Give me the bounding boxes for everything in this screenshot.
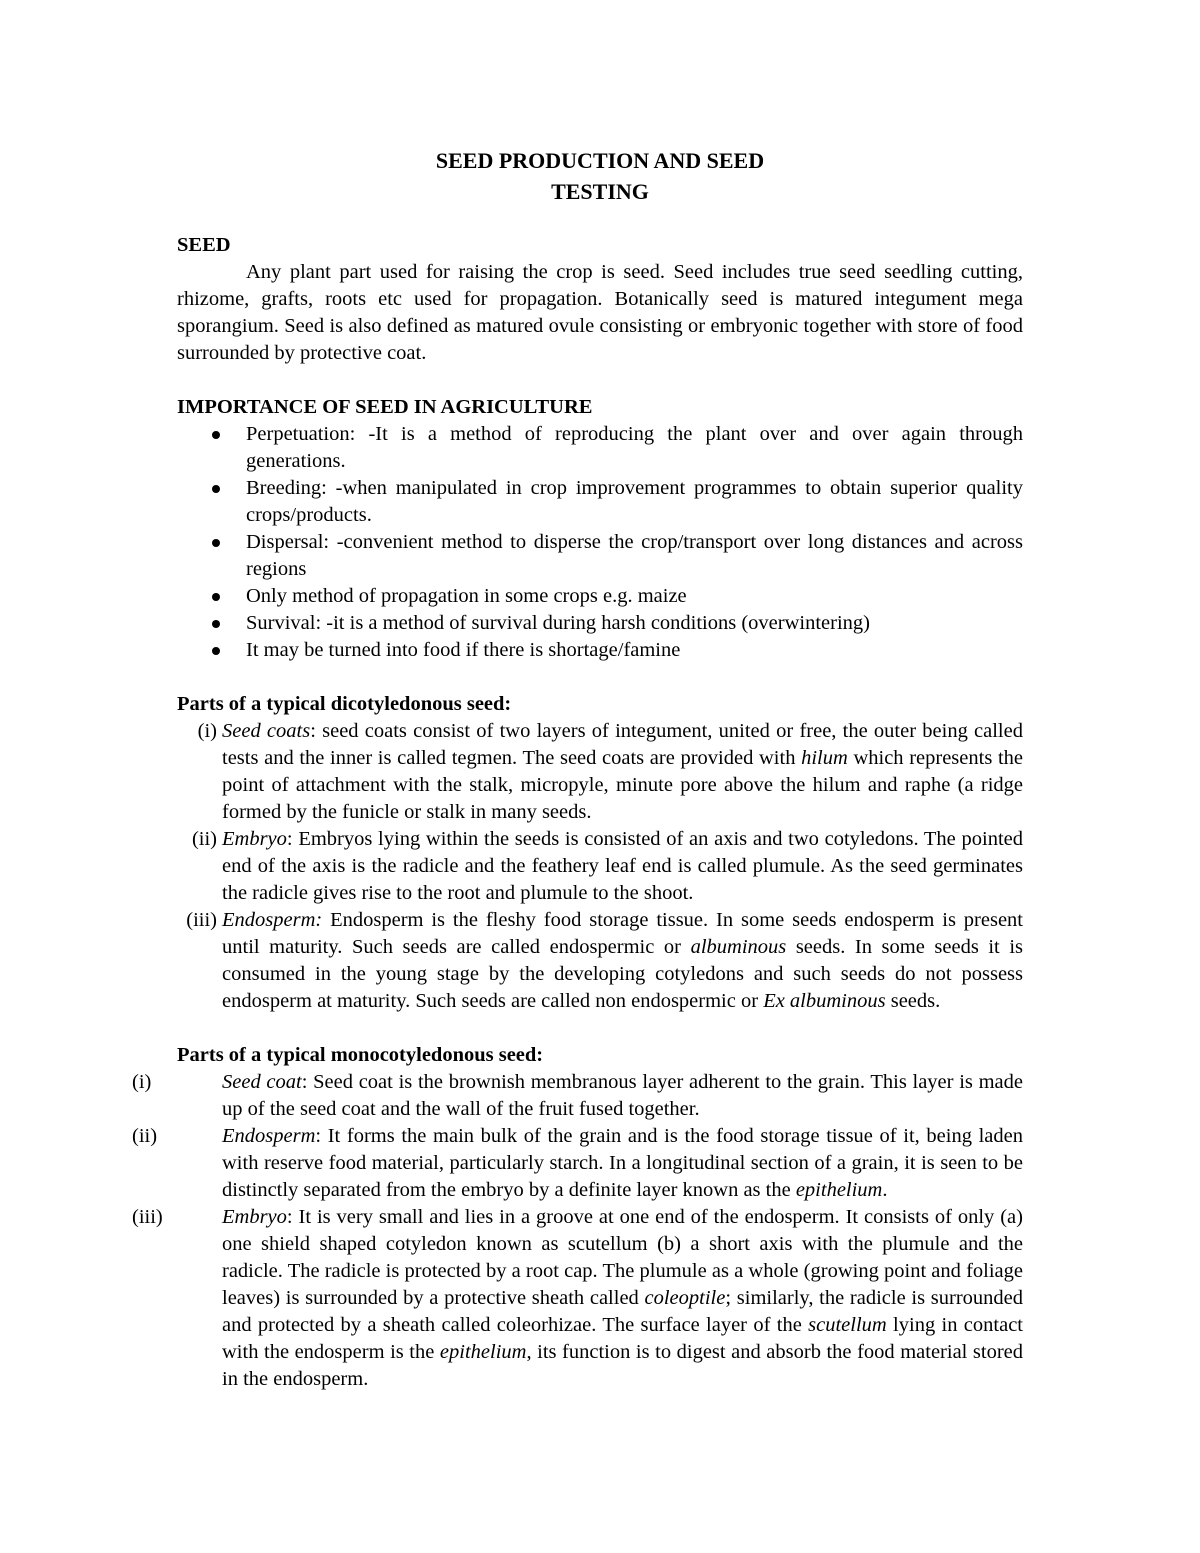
list-item: (iii) Embryo: It is very small and lies in a groove at one end of the endosperm. It consists of only (a) one shield shaped cotyledon known as scutellum (b) a short axis with the plumule and the radicle. The radicle is protected by a root cap. The plumule as a whole (growing point and foliage leaves) is surrounded by a protective sheath called coleoptile; similarly, the radicle is surrounded and protected by a sheath called coleorhizae. The surface layer of the scutellum lying in contact with the endosperm is the epithelium, its function is to digest and absorb the food material stored in the endosperm. [132, 1206, 1024, 1390]
dicot-list [177, 718, 1023, 1015]
bullet-icon [212, 431, 220, 439]
bullet-icon [212, 593, 220, 601]
item-term: Embryo [222, 828, 287, 850]
bullet-icon [212, 647, 220, 655]
dicot-heading: Parts of a typical dicotyledonous seed: [177, 693, 512, 715]
bullet-icon [212, 539, 220, 547]
item-number: (ii) [132, 1125, 158, 1147]
list-item: It may be turned into food if there is shortage/famine [177, 637, 1023, 664]
importance-list [177, 421, 1023, 664]
document-title [0, 145, 1200, 207]
item-term: Seed coats [222, 720, 311, 742]
seed-paragraph: Any plant part used for raising the crop is seed. Seed includes true seed seedling cutting, rhizome, grafts, roots etc used for propagation. Botanically seed is matured integument mega sporangium. Seed is also defined as matured ovule consisting or embryonic together with store of food surrounded by protective coat. [177, 261, 1023, 364]
importance-heading: IMPORTANCE OF SEED IN AGRICULTURE [177, 396, 593, 418]
list-item: (ii) Endosperm: It forms the main bulk of the grain and is the food storage tissue of it, being laden with reserve food material, particularly starch. In a longitudinal section of a grain, it is seen to be distinctly separated from the embryo by a definite layer known as the epithelium. [132, 1125, 1023, 1201]
bullet-icon [212, 620, 220, 628]
monocot-heading: Parts of a typical monocotyledonous seed: [177, 1044, 544, 1066]
item-number: (ii) [191, 828, 217, 850]
title-line-1: SEED PRODUCTION AND SEED [435, 148, 765, 173]
item-term: Embryo [222, 1206, 287, 1228]
item-number: (i) [132, 1071, 152, 1093]
item-number: (iii) [132, 1206, 163, 1228]
item-number: (iii) [186, 909, 217, 931]
item-number: (i) [197, 720, 217, 742]
item-term: Seed coat [222, 1071, 302, 1093]
list-item: Survival: -it is a method of survival during harsh conditions (overwintering) [177, 610, 1023, 637]
list-item: (i) Seed coat: Seed coat is the brownish membranous layer adherent to the grain. This layer is made up of the seed coat and the wall of the fruit fused together. [132, 1071, 1023, 1120]
list-item: (i) Seed coats: seed coats consist of two layers of integument, united or free, the outer being called tests and the inner is called tegmen. The seed coats are provided with hilum which represents the point of attachment with the stalk, micropyle, minute pore above the hilum and raphe (a ridge formed by the funicle or stalk in many seeds. [177, 718, 1023, 826]
list-item: Only method of propagation in some crops e.g. maize [177, 583, 1023, 610]
document-body [132, 232, 1024, 1393]
list-item: (iii) Endosperm: Endosperm is the fleshy food storage tissue. In some seeds endosperm is present until maturity. Such seeds are called endospermic or albuminous seeds. In some seeds it is consumed in the young stage by the developing cotyledons and such seeds do not possess endosperm at maturity. Such seeds are called non endospermic or Ex albuminous seeds. [177, 907, 1023, 1015]
item-term: Endosperm [222, 1125, 316, 1147]
list-item: Perpetuation: -It is a method of reproducing the plant over and over again through generations. [177, 421, 1023, 475]
item-term: Endosperm: [222, 909, 323, 931]
list-item: Dispersal: -convenient method to disperse the crop/transport over long distances and across regions [177, 529, 1023, 583]
title-line-2: TESTING [551, 179, 649, 204]
list-item: (ii) Embryo: Embryos lying within the seeds is consisted of an axis and two cotyledons. The pointed end of the axis is the radicle and the feathery leaf end is called plumule. As the seed germinates the radicle gives rise to the root and plumule to the shoot. [177, 826, 1023, 907]
bullet-icon [212, 485, 220, 493]
seed-heading: SEED [177, 234, 231, 256]
monocot-list [132, 1069, 1023, 1393]
list-item: Breeding: -when manipulated in crop improvement programmes to obtain superior quality crops/products. [177, 475, 1023, 529]
